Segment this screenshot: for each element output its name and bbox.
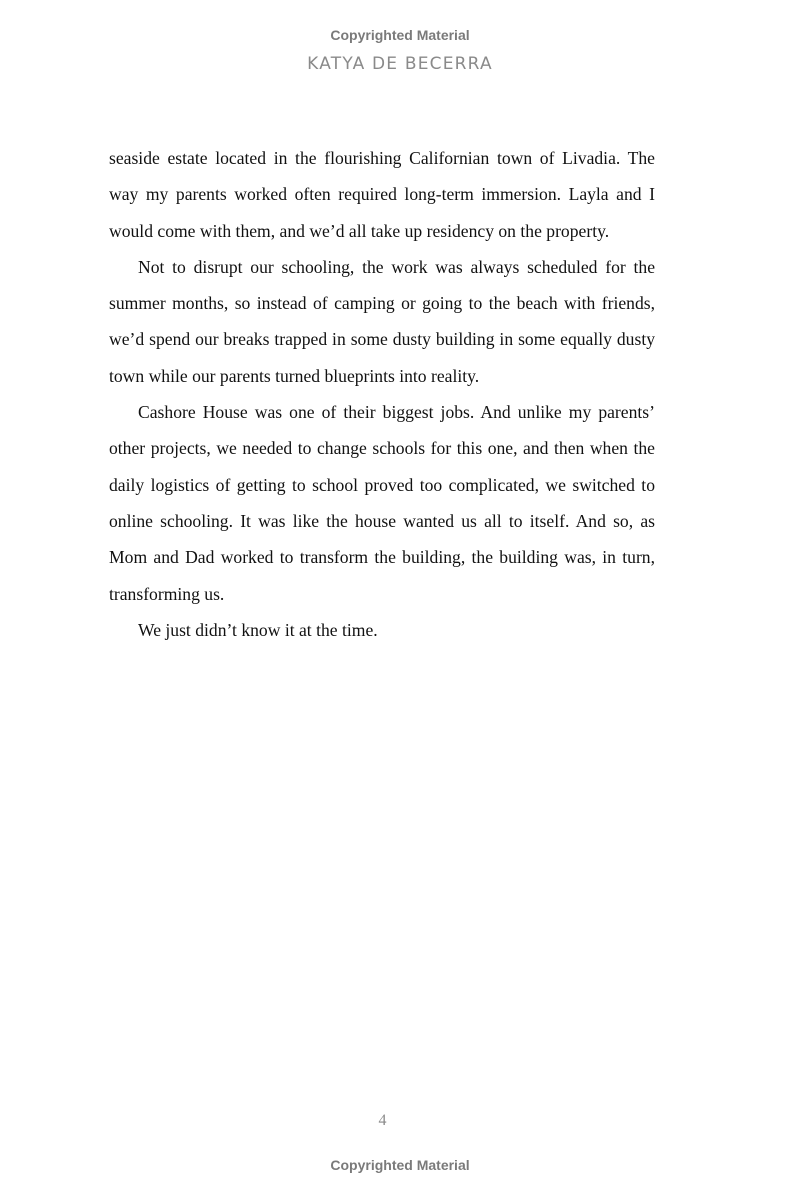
- paragraph-1: seaside estate located in the flourishing Californian town of Livadia. The way my parents worked often required long-term immersion. Layla and I would come with them, and we’d all take up residency on the property.: [109, 148, 655, 241]
- copyright-watermark-top: Copyrighted Material: [330, 27, 470, 43]
- running-head-author: KATYA DE BECERRA: [307, 54, 493, 74]
- body-text: [109, 140, 655, 648]
- paragraph-2: Not to disrupt our schooling, the work was always scheduled for the summer months, so instead of camping or going to the beach with friends, we’d spend our breaks trapped in some dusty building in some equally dusty town while our parents turned blueprints into reality.: [109, 256, 655, 386]
- paragraph-3: Cashore House was one of their biggest jobs. And unlike my parents’ other projects, we needed to change schools for this one, and then when the daily logistics of getting to school proved too complicated, we switched to online schooling. It was like the house wanted us all to itself. And so, as Mom and Dad worked to transform the building, the building was, in turn, transforming us.: [109, 402, 655, 604]
- page-number: 4: [378, 1112, 387, 1129]
- copyright-watermark-bottom: Copyrighted Material: [330, 1157, 470, 1173]
- paragraph-4: We just didn’t know it at the time.: [138, 619, 378, 640]
